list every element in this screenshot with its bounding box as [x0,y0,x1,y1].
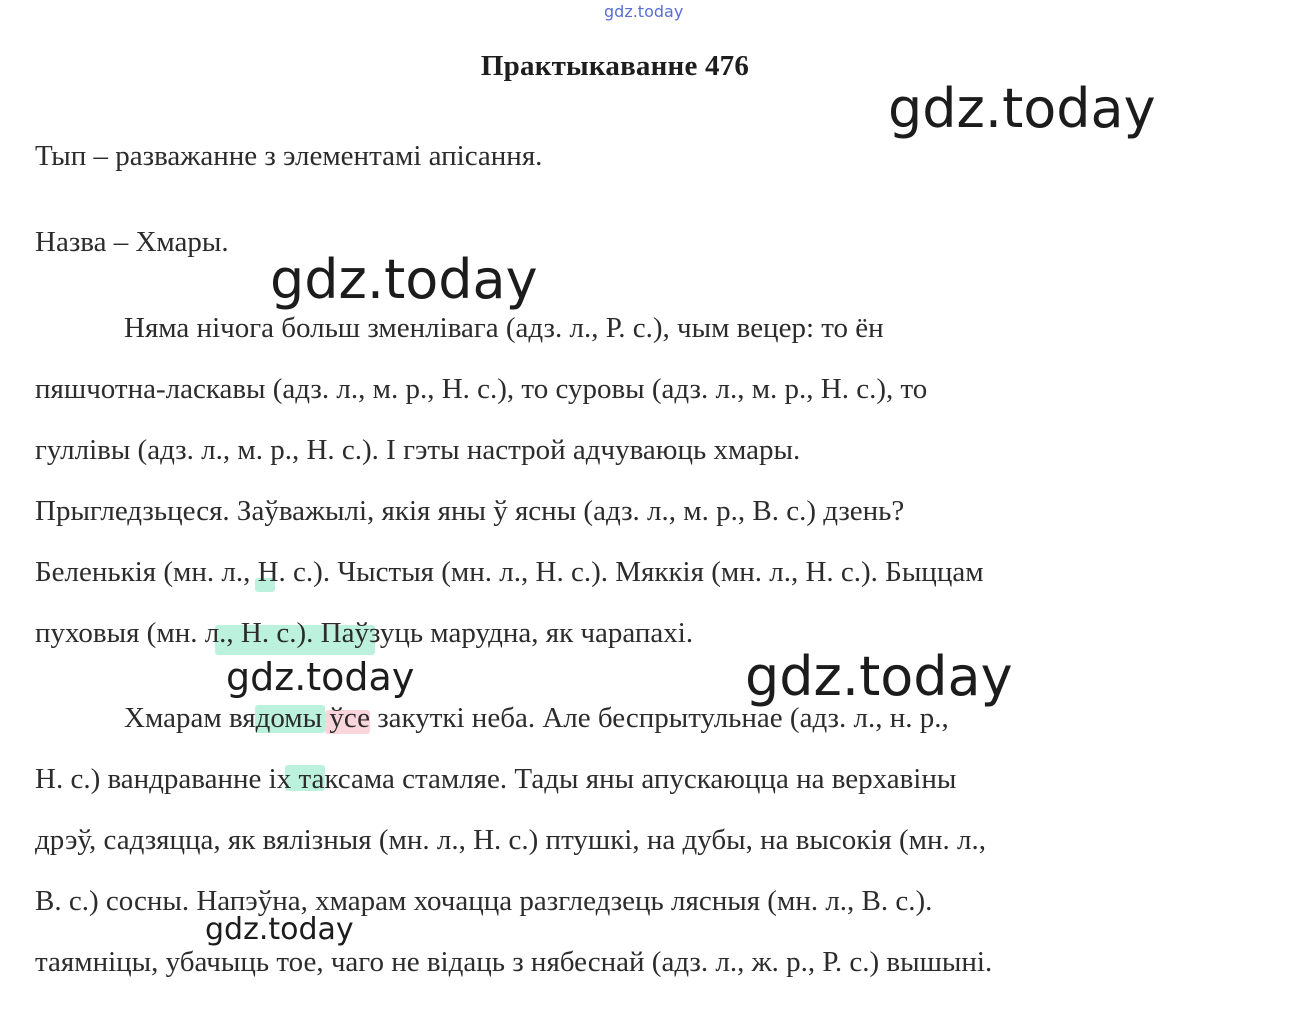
paragraph-line: пяшчотна-ласкавы (адз. л., м. р., Н. с.), то суровы (адз. л., м. р., Н. с.), то [35,373,928,405]
text-line-name: Назва – Хмары. [35,226,229,258]
watermark: gdz.today [270,248,538,311]
paragraph-line: пуховыя (мн. л., Н. с.). Паўзуць марудна, як чарапахі. [35,617,694,649]
paragraph-line: дрэў, садзяцца, як вялізныя (мн. л., Н. с.) птушкі, на дубы, на высокія (мн. л., [35,824,987,856]
text-line-type: Тып – разважанне з элементамі апісання. [35,140,543,172]
watermark: gdz.today [745,645,1013,708]
paragraph-line: Беленькія (мн. л., Н. с.). Чыстыя (мн. л., Н. с.). Мяккія (мн. л., Н. с.). Быццам [35,556,984,588]
paragraph-line: гуллівы (адз. л., м. р., Н. с.). І гэты настрой адчуваюць хмары. [35,434,801,466]
paragraph-line: Няма нічога больш зменлівага (адз. л., Р. с.), чым вецер: то ён [124,312,884,344]
paragraph-line: Н. с.) вандраванне іх таксама стамляе. Тады яны апускаюцца на верхавіны [35,763,957,795]
watermark: gdz.today [205,912,354,947]
watermark: gdz.today [888,77,1156,140]
paragraph-line: Хмарам вядомы ўсе закуткі неба. Але беспрытульнае (адз. л., н. р., [124,702,949,734]
paragraph-line: В. с.) сосны. Напэўна, хмарам хочацца разгледзець лясныя (мн. л., В. с.). [35,885,933,917]
paragraph-line: таямніцы, убачыць тое, чаго не відаць з нябеснай (адз. л., ж. р., Р. с.) вышыні. [35,946,993,978]
watermark: gdz.today [226,655,415,699]
paragraph-line: Прыгледзьцеся. Заўважылі, якія яны ў ясны (адз. л., м. р., В. с.) дзень? [35,495,905,527]
watermark: gdz.today [604,2,684,21]
page-title: Практыкаванне 476 [480,50,750,82]
